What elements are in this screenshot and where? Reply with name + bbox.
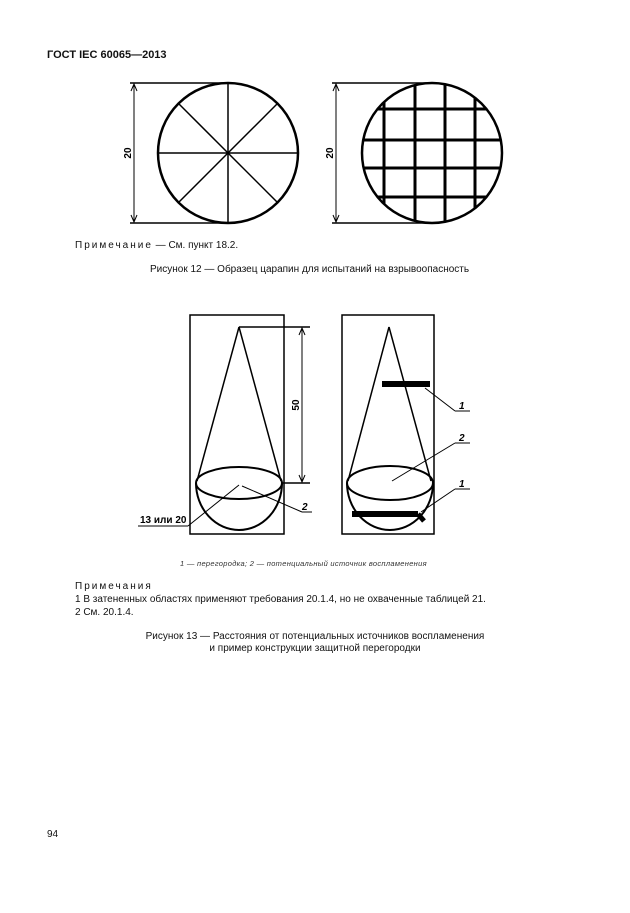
- document-header: ГОСТ IEC 60065—2013: [47, 49, 167, 61]
- figure13-notes-label: Примечания: [75, 581, 153, 592]
- figure12-right-dimension: 20: [325, 147, 336, 159]
- figure12-note: [75, 240, 238, 251]
- figure13-caption-line1: Рисунок 13 — Расстояния от потенциальных источников воспламенения: [145, 631, 485, 642]
- partition-top: [382, 381, 430, 387]
- figure13-height-dimension: 50: [291, 399, 302, 411]
- figure13-right-diagram: [342, 315, 470, 534]
- figure13-radius-dimension: 13 или 20: [140, 515, 187, 526]
- figure13-note-1: 1 В затененных областях применяют требования 20.1.4, но не охваченные таблицей 21.: [75, 594, 486, 605]
- figure13-legend: 1 — перегородка; 2 — потенциальный источник воспламенения: [180, 559, 427, 568]
- figure12-left-dimension: 20: [123, 147, 134, 159]
- figure13-caption-line2: и пример конструкции защитной перегородки: [209, 643, 421, 654]
- note-text: — См. пункт 18.2.: [155, 240, 239, 251]
- figure13-left-diagram: [138, 315, 312, 534]
- figure12-radial-scratches: [130, 83, 298, 223]
- figure13-note-2: 2 См. 20.1.4.: [75, 607, 134, 618]
- note-label: Примечание: [75, 240, 153, 251]
- figure12-grid-scratches: [332, 80, 506, 226]
- figure12-caption: Рисунок 12 — Образец царапин для испытаний на взрывоопасность: [150, 264, 470, 275]
- page-number: 94: [47, 829, 59, 840]
- figure13-callout-1-bottom: 1: [459, 479, 465, 490]
- figure13-callout-1-top: 1: [459, 401, 465, 412]
- figure13-callout-2-left: 2: [302, 502, 308, 513]
- partition-bottom: [352, 511, 418, 517]
- figure13-callout-2-right: 2: [459, 433, 465, 444]
